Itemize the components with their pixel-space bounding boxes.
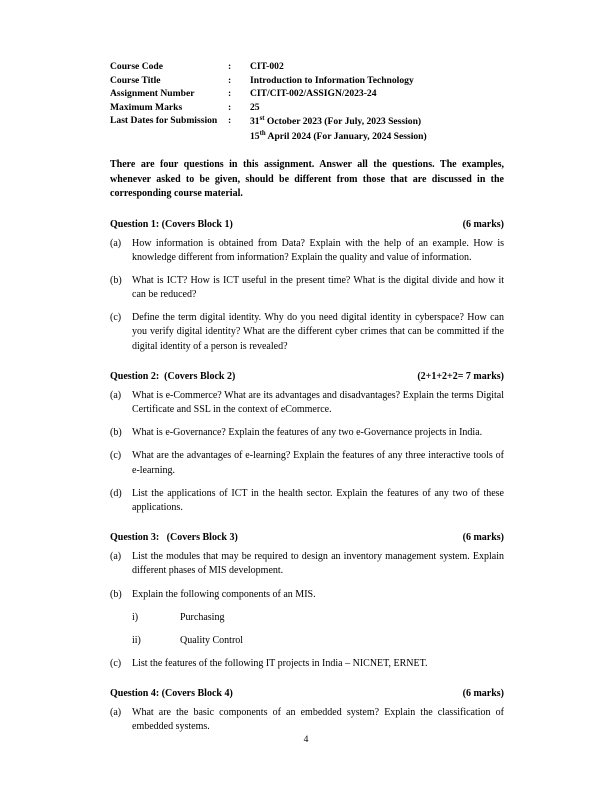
course-meta-table (110, 60, 427, 144)
list-item (110, 237, 504, 265)
question-4-header (110, 688, 504, 699)
item-tag: (a) (110, 707, 122, 719)
table-row (110, 60, 427, 74)
item-tag: (b) (110, 588, 122, 600)
item-tag: (a) (110, 237, 122, 249)
subitem-text: Quality Control (180, 634, 244, 646)
question-1-title: Question 1: (Covers Block 1) (110, 218, 233, 230)
item-tag: (c) (110, 658, 122, 670)
list-item (110, 487, 504, 515)
meta-value: CIT-002 (250, 61, 284, 72)
date-day: 15 (250, 131, 260, 143)
table-row (110, 101, 427, 115)
question-2-header (110, 371, 504, 382)
submission-date-1 (250, 114, 427, 129)
table-row (110, 87, 427, 101)
item-text: What are the basic components of an embedded system? Explain the classification of embedded systems. (132, 707, 504, 733)
question-2-title: Question 2: (Covers Block 2) (110, 370, 236, 382)
subitem-numeral: i) (132, 611, 139, 623)
meta-colon: : (228, 101, 232, 113)
item-text: Define the term digital identity. Why do you need digital identity in cyberspace? How can you verify digital identity? What are the different cyber crimes that can be committed if the digital identity of a person is revealed? (132, 312, 504, 352)
meta-colon: : (228, 115, 232, 127)
item-text: What is e-Commerce? What are its advantages and disadvantages? Explain the terms Digital Certificate and SSL in the context of eCommerce. (132, 389, 504, 416)
item-tag: (c) (110, 312, 122, 324)
question-3-header (110, 532, 504, 543)
item-text: List the applications of ICT in the health sector. Explain the features of any two of these applications. (132, 487, 504, 513)
item-tag: (d) (110, 487, 122, 499)
subitem-numeral: ii) (132, 634, 141, 646)
item-text: List the features of the following IT projects in India – NICNET, ERNET. (132, 658, 428, 670)
list-item (110, 657, 504, 671)
item-tag: (b) (110, 427, 122, 439)
submission-date-2 (250, 129, 427, 144)
date-rest: October 2023 (For July, 2023 Session) (264, 116, 422, 128)
meta-label: Assignment Number (110, 88, 195, 100)
meta-label: Course Title (110, 74, 161, 86)
question-2-marks: (2+1+2+2= 7 marks) (417, 370, 504, 382)
meta-colon: : (228, 61, 232, 72)
list-item (110, 426, 504, 440)
list-item (110, 311, 504, 354)
table-row (110, 129, 427, 144)
list-item (132, 634, 504, 648)
table-row (110, 74, 427, 88)
list-item (110, 449, 504, 477)
item-text: Explain the following components of an MIS. (132, 588, 316, 600)
date-suffix: th (259, 130, 266, 138)
question-1-header (110, 219, 504, 230)
item-tag: (c) (110, 450, 122, 462)
question-4-marks: (6 marks) (462, 688, 504, 700)
meta-value: 25 (250, 101, 260, 113)
item-text: What is e-Governance? Explain the features of any two e-Governance projects in India. (132, 427, 483, 439)
item-text: What is ICT? How is ICT useful in the present time? What is the digital divide and how it can be reduced? (132, 274, 504, 301)
date-day: 31 (250, 116, 260, 128)
page-content (110, 60, 504, 744)
item-text: List the modules that may be required to design an inventory management system. Explain different phases of MIS development. (132, 551, 504, 577)
question-3-title: Question 3: (Covers Block 3) (110, 532, 238, 544)
list-item (110, 706, 504, 734)
meta-label: Last Dates for Submission (110, 115, 218, 127)
list-item (110, 588, 504, 602)
meta-label: Maximum Marks (110, 101, 183, 113)
meta-colon: : (228, 74, 232, 86)
table-row (110, 114, 427, 129)
list-item (110, 550, 504, 578)
list-item (132, 611, 504, 625)
assignment-instructions: There are four questions in this assignment. Answer all the questions. The examples, whenever asked to be given, should be different from those that are discussed in the corresponding course material. (110, 159, 504, 200)
question-1-marks: (6 marks) (462, 218, 504, 230)
date-rest: April 2024 (For January, 2024 Session) (265, 131, 427, 143)
meta-label: Course Code (110, 61, 164, 72)
subitem-text: Purchasing (180, 611, 225, 623)
item-tag: (a) (110, 551, 122, 563)
item-tag: (a) (110, 389, 122, 401)
list-item (110, 389, 504, 417)
item-text: What are the advantages of e-learning? Explain the features of any three interactive tools of e-learning. (132, 450, 504, 476)
meta-value: CIT/CIT-002/ASSIGN/2023-24 (250, 88, 377, 100)
question-3-marks: (6 marks) (462, 532, 504, 544)
meta-colon: : (228, 88, 232, 100)
item-tag: (b) (110, 274, 122, 286)
date-suffix: st (259, 115, 265, 123)
question-4-title: Question 4: (Covers Block 4) (110, 688, 233, 700)
meta-value: Introduction to Information Technology (250, 74, 414, 86)
list-item (110, 274, 504, 302)
page-number: 4 (303, 735, 309, 745)
item-text: How information is obtained from Data? Explain with the help of an example. How is knowledge different from information? Explain the quality and value of information. (132, 237, 504, 263)
